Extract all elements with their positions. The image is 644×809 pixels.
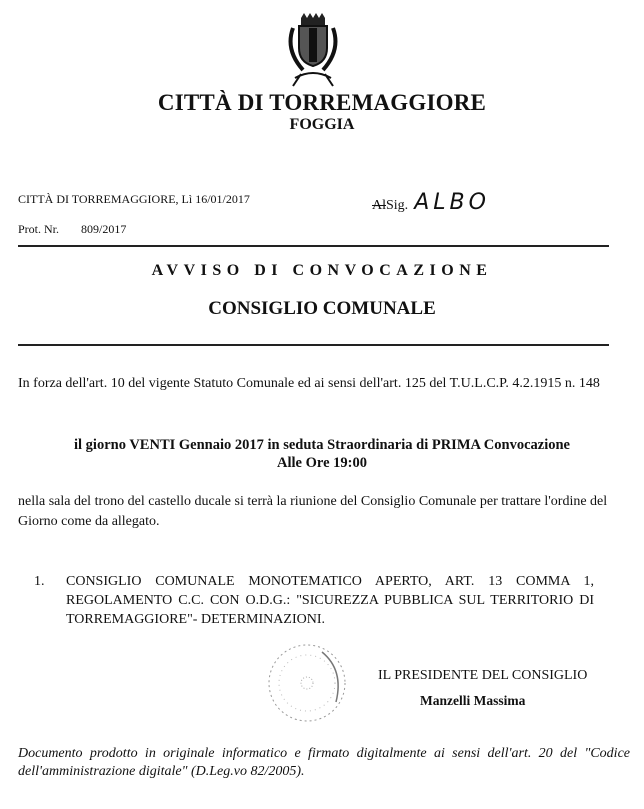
president-name: Manzelli Massima	[420, 693, 526, 708]
notice-heading: AVVISO DI CONVOCAZIONE	[151, 262, 493, 279]
recipient-annotation	[372, 190, 490, 215]
agenda-item	[34, 572, 594, 629]
legal-basis-text: In forza dell'art. 10 del vigente Statuto Comunale ed ai sensi dell'art. 125 del T.U.L.C.P. 4.2.1915 n. 148	[18, 376, 600, 391]
place-date: CITTÀ DI TORREMAGGIORE, Lì 16/01/2017	[18, 192, 250, 206]
province-label: FOGGIA	[289, 116, 355, 133]
protocol-number	[18, 222, 126, 237]
city-title: CITTÀ DI TORREMAGGIORE	[157, 90, 487, 115]
council-heading: CONSIGLIO COMUNALE	[208, 298, 436, 319]
official-stamp-icon	[262, 640, 352, 726]
divider-bottom	[18, 344, 609, 346]
recipient-struck: Al	[372, 198, 386, 213]
recipient-handwritten: ALBO	[414, 190, 490, 215]
protocol-label: Prot. Nr.	[18, 222, 60, 236]
divider-top	[18, 245, 609, 247]
president-title: IL PRESIDENTE DEL CONSIGLIO	[378, 668, 588, 683]
agenda-item-number: 1.	[34, 574, 45, 589]
protocol-value: 809/2017	[81, 222, 127, 236]
recipient-label: Sig.	[386, 198, 409, 213]
agenda-item-text: CONSIGLIO COMUNALE MONOTEMATICO APERTO, ART. 13 COMMA 1, REGOLAMENTO C.C. CON O.D.G.: "SICUREZZA PUBBLICA SUL TERRITORIO DI TORREMAGGIORE"- DETERMINAZIONI.	[66, 574, 594, 627]
venue-text: nella sala del trono del castello ducale si terrà la riunione del Consiglio Comunale per trattare l'ordine del Giorno come da allegato.	[18, 494, 608, 529]
meeting-date: il giorno VENTI Gennaio 2017 in seduta Straordinaria di PRIMA Convocazione	[74, 437, 570, 453]
coat-of-arms-icon	[283, 8, 343, 88]
digital-signature-note: Documento prodotto in originale informatico e firmato digitalmente ai sensi dell'art. 20 del "Codice dell'amministrazione digitale" (D.Leg.vo 82/2005).	[18, 746, 630, 779]
meeting-time: Alle Ore 19:00	[277, 455, 367, 471]
